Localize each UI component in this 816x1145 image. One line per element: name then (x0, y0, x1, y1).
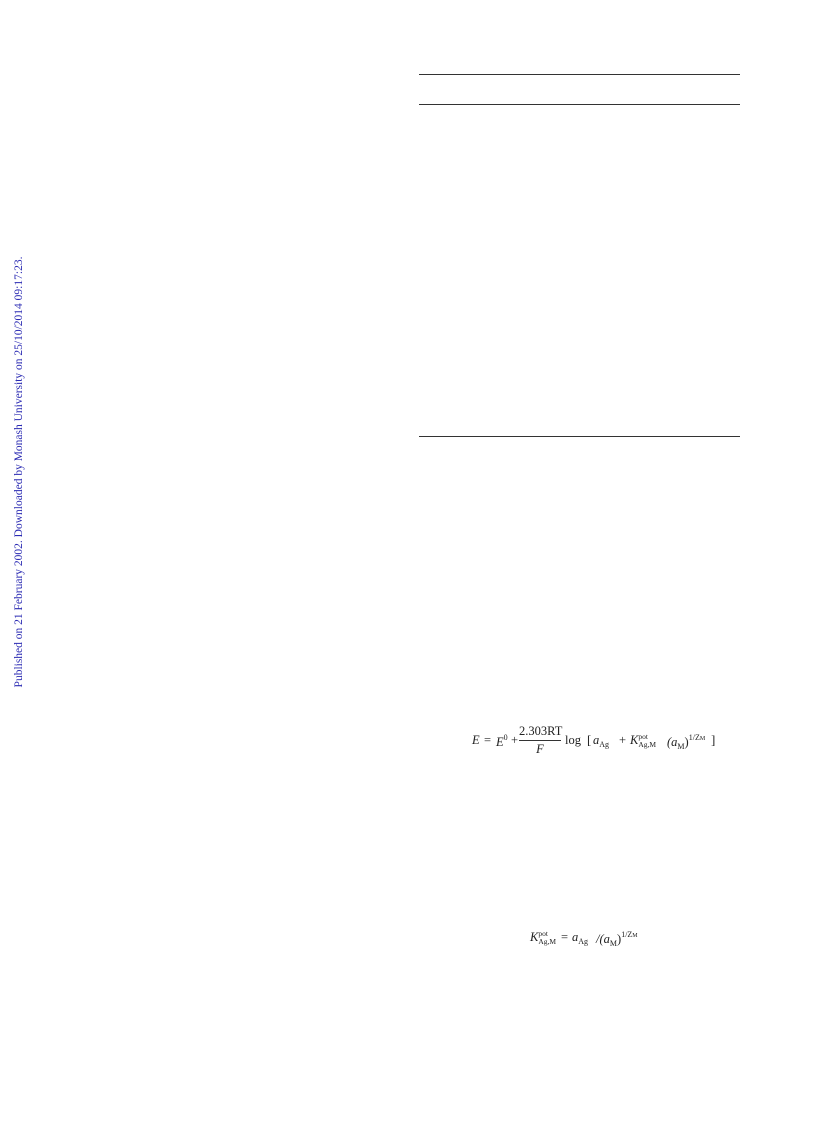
eq1-log: log (565, 733, 581, 747)
eq1-a-ag: $a_{Ag}$ (593, 733, 610, 749)
eq1-plus: + (511, 733, 519, 747)
table-header-rule (419, 104, 740, 105)
eq1-bracket-close: ] (711, 732, 716, 747)
table-bottom-rule (419, 436, 740, 437)
eq1-fraction (519, 724, 561, 757)
eq2-equals: = (561, 930, 569, 944)
eq1-numerator: 2.303RT (519, 724, 561, 741)
eq2-a-ag: $a_{Ag}$ (572, 930, 589, 946)
eq1-equals: = (484, 733, 492, 747)
eq1-e0: $E^0$ (496, 733, 508, 749)
eq1-k-pot: K pot Ag,M (630, 732, 657, 750)
eq1-a-m: $(a_M)^{1/ZM}$ (667, 733, 706, 751)
eq1-plus2: + (619, 733, 627, 747)
eq2-a-m: $/(a_M)^{1/ZM}$ (596, 930, 638, 948)
published-notice[interactable]: Published on 21 February 2002. Downloaded by Monash University on 25/10/2014 09:17:23. (13, 256, 25, 688)
eq2-k-pot: K pot Ag,M (530, 929, 557, 947)
eq1-bracket-open: [ (587, 732, 592, 747)
eq1-denominator: F (536, 742, 544, 756)
table-top-rule (419, 74, 740, 75)
eq1-lhs: E (472, 733, 480, 747)
